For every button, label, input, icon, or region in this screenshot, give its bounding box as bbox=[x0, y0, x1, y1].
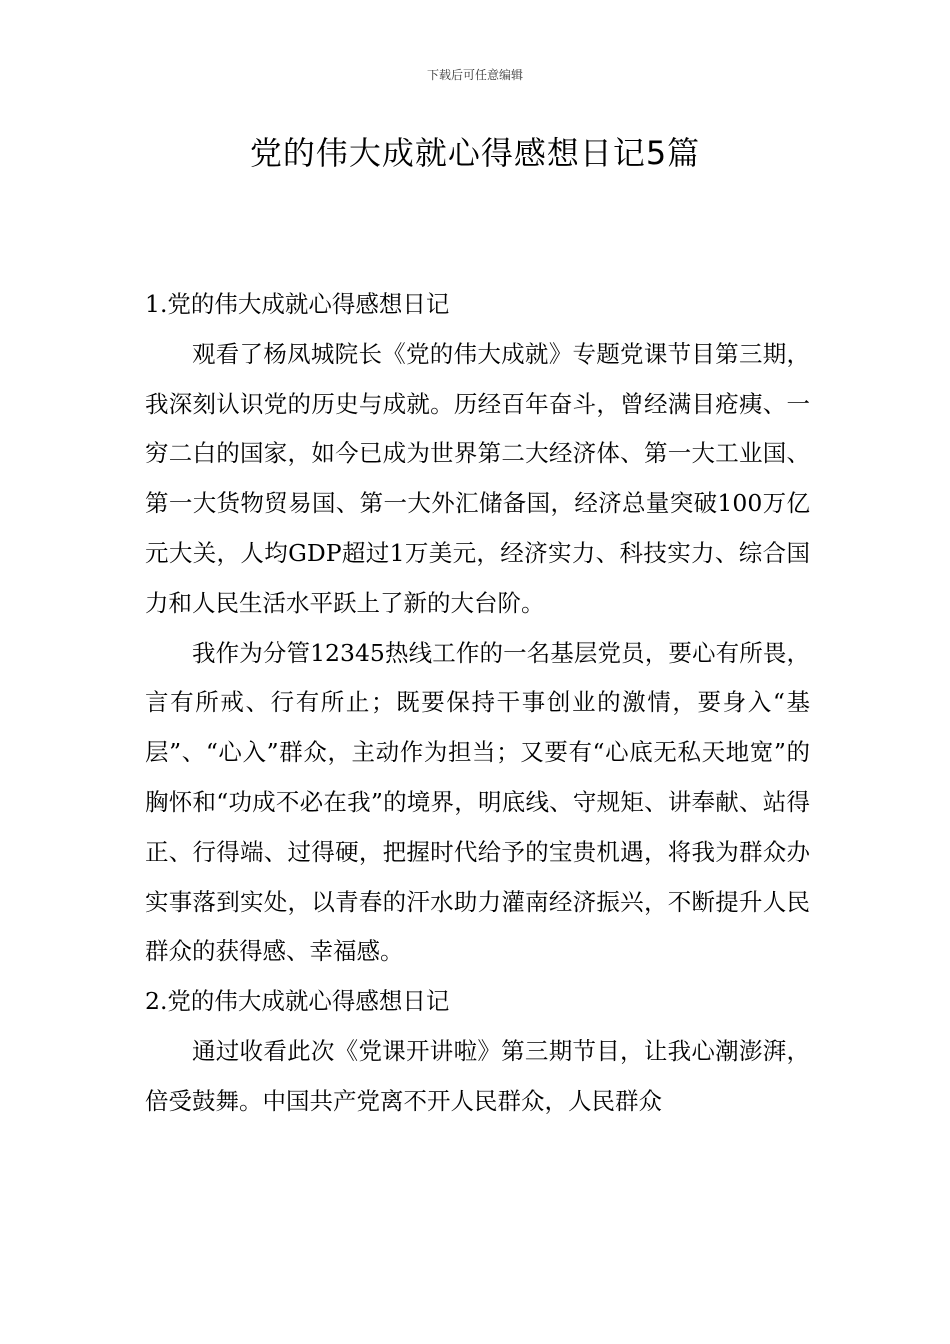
body-paragraph: 我作为分管12345热线工作的一名基层党员，要心有所畏，言有所戒、行有所止；既要保持干事创业的激情，要身入“基层”、“心入”群众，主动作为担当；又要有“心底无私天地宽”的胸怀和“功成不必在我”的境界，明底线、守规矩、讲奉献、站得正、行得端、过得硬，把握时代给予的宝贵机遇，将我为群众办实事落到实处，以青春的汗水助力灌南经济振兴，不断提升人民群众的获得感、幸福感。 bbox=[145, 638, 810, 966]
document-body bbox=[145, 280, 810, 1127]
body-paragraph: 观看了杨凤城院长《党的伟大成就》专题党课节目第三期，我深刻认识党的历史与成就。历经百年奋斗，曾经满目疮痍、一穷二白的国家，如今已成为世界第二大经济体、第一大工业国、第一大货物贸易国、第一大外汇储备国，经济总量突破100万亿元大关，人均GDP超过1万美元，经济实力、科技实力、综合国力和人民生活水平跃上了新的大台阶。 bbox=[145, 339, 810, 617]
section-heading: 1.党的伟大成就心得感想日记 bbox=[145, 290, 450, 318]
page-header-note: 下载后可任意编辑 bbox=[426, 68, 523, 82]
section-heading: 2.党的伟大成就心得感想日记 bbox=[145, 987, 450, 1016]
document-title: 党的伟大成就心得感想日记5篇 bbox=[249, 134, 701, 172]
body-paragraph: 通过收看此次《党课开讲啦》第三期节目，让我心潮澎湃，倍受鼓舞。中国共产党离不开人民群众，人民群众 bbox=[145, 1036, 810, 1115]
